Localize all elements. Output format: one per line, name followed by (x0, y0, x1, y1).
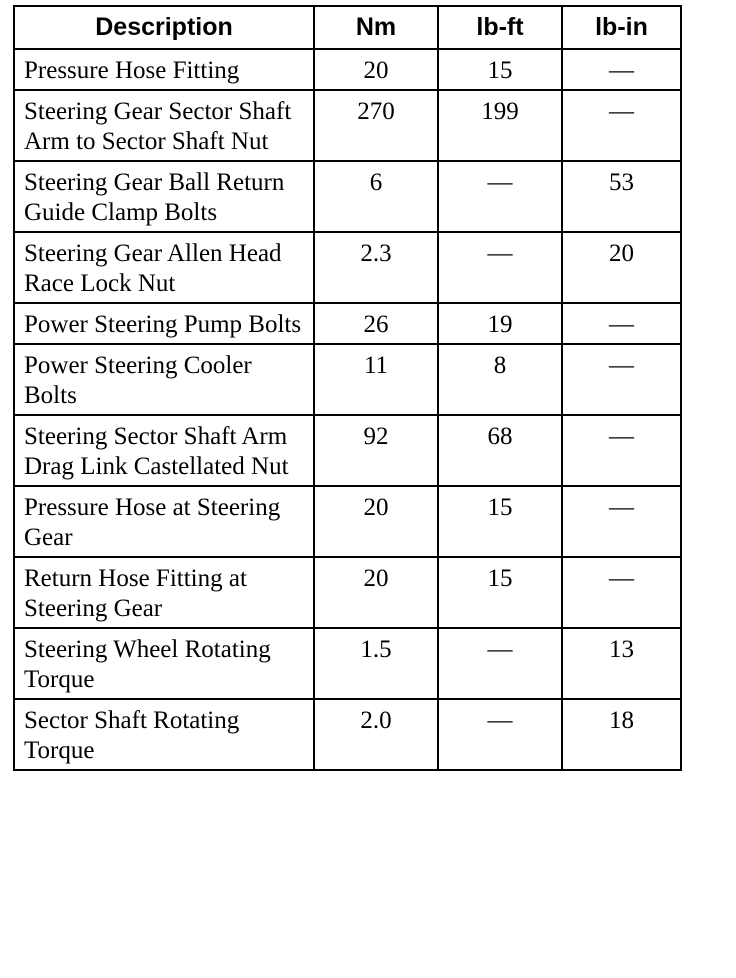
lb-ft-cell: 8 (438, 344, 562, 415)
table-row (14, 699, 681, 770)
nm-cell: 2.3 (314, 232, 438, 303)
table-row (14, 90, 681, 161)
lb-in-cell: 18 (562, 699, 681, 770)
lb-in-cell: — (562, 486, 681, 557)
torque-spec-table (13, 5, 682, 771)
lb-in-cell: — (562, 415, 681, 486)
table-row (14, 161, 681, 232)
lb-in-cell: — (562, 90, 681, 161)
nm-cell: 2.0 (314, 699, 438, 770)
table-row (14, 486, 681, 557)
description-cell: Pressure Hose Fitting (14, 49, 314, 90)
table-row (14, 49, 681, 90)
nm-cell: 1.5 (314, 628, 438, 699)
table-row (14, 344, 681, 415)
nm-cell: 26 (314, 303, 438, 344)
header-lb-in: lb-in (562, 6, 681, 49)
lb-in-cell: — (562, 557, 681, 628)
description-cell: Steering Gear Ball Return Guide Clamp Bolts (14, 161, 314, 232)
lb-ft-cell: 15 (438, 486, 562, 557)
description-cell: Pressure Hose at Steering Gear (14, 486, 314, 557)
nm-cell: 20 (314, 49, 438, 90)
description-cell: Power Steering Cooler Bolts (14, 344, 314, 415)
table-row (14, 628, 681, 699)
description-cell: Power Steering Pump Bolts (14, 303, 314, 344)
description-cell: Steering Wheel Rotating Torque (14, 628, 314, 699)
description-cell: Steering Gear Sector Shaft Arm to Sector Shaft Nut (14, 90, 314, 161)
description-cell: Sector Shaft Rotating Torque (14, 699, 314, 770)
lb-ft-cell: 15 (438, 49, 562, 90)
nm-cell: 11 (314, 344, 438, 415)
header-description: Description (14, 6, 314, 49)
lb-ft-cell: — (438, 161, 562, 232)
table-row (14, 303, 681, 344)
header-row (14, 6, 681, 49)
lb-ft-cell: — (438, 232, 562, 303)
lb-ft-cell: 15 (438, 557, 562, 628)
lb-ft-cell: 199 (438, 90, 562, 161)
lb-in-cell: — (562, 344, 681, 415)
nm-cell: 6 (314, 161, 438, 232)
lb-ft-cell: 68 (438, 415, 562, 486)
lb-in-cell: 53 (562, 161, 681, 232)
table-row (14, 557, 681, 628)
description-cell: Return Hose Fitting at Steering Gear (14, 557, 314, 628)
lb-in-cell: — (562, 49, 681, 90)
nm-cell: 20 (314, 557, 438, 628)
table-row (14, 415, 681, 486)
nm-cell: 20 (314, 486, 438, 557)
lb-in-cell: 20 (562, 232, 681, 303)
lb-ft-cell: — (438, 628, 562, 699)
nm-cell: 92 (314, 415, 438, 486)
lb-ft-cell: — (438, 699, 562, 770)
header-nm: Nm (314, 6, 438, 49)
nm-cell: 270 (314, 90, 438, 161)
header-lb-ft: lb-ft (438, 6, 562, 49)
description-cell: Steering Gear Allen Head Race Lock Nut (14, 232, 314, 303)
lb-ft-cell: 19 (438, 303, 562, 344)
description-cell: Steering Sector Shaft Arm Drag Link Castellated Nut (14, 415, 314, 486)
table-row (14, 232, 681, 303)
lb-in-cell: 13 (562, 628, 681, 699)
lb-in-cell: — (562, 303, 681, 344)
